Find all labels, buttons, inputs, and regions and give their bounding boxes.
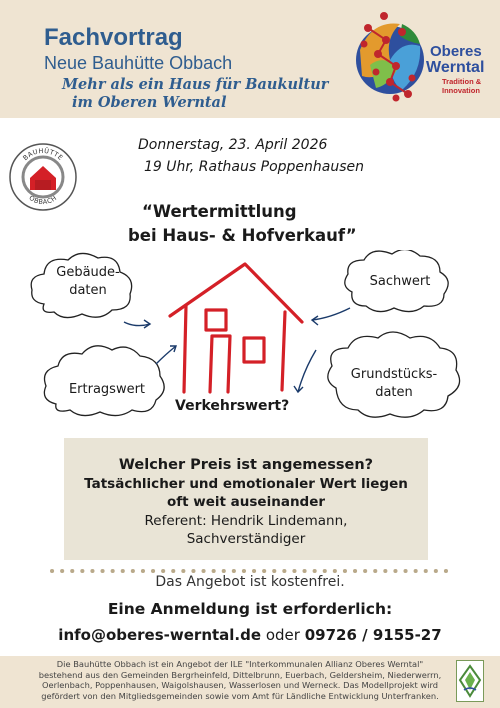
event-time-place: 19 Uhr, Rathaus Poppenhausen: [144, 159, 364, 175]
contact-or: oder: [265, 626, 300, 644]
footer-line-4: gefördert von den Mitgliedsgemeinden sowie vom Amt für Ländliche Entwicklung Unterfranken.: [41, 690, 439, 701]
footer-line-2: bestehend aus den Gemeinden Bergrheinfeld, Dittelbrunn, Euerbach, Geldersheim, Niederwerrn,: [38, 669, 442, 680]
footer-line-1: Die Bauhütte Obbach ist ein Angebot der ILE "Interkommunalen Allianz Oberes Werntal": [56, 659, 424, 669]
cloud1-line-2: daten: [69, 283, 107, 298]
tagline-line-2: im Oberen Werntal: [72, 94, 227, 111]
cloud-label-grundstuecksdaten: [332, 366, 456, 402]
question-box: [64, 438, 428, 560]
ale-logo-icon: [456, 660, 484, 702]
cloud-label-gebaeudedaten: [48, 264, 128, 300]
tagline: [62, 76, 342, 112]
event-date: Donnerstag, 23. April 2026: [138, 137, 328, 153]
cloud-label-sachwert: Sachwert: [369, 274, 431, 289]
cloud-label-ertragswert: Ertragswert: [68, 382, 146, 397]
bauhuette-obbach-logo: [8, 142, 78, 212]
cloud4-line-2: daten: [375, 385, 413, 400]
page-title: Fachvortrag: [44, 24, 183, 51]
tagline-line-1: Mehr als ein Haus für Baukultur: [62, 76, 329, 93]
speaker-line-1: Referent: Hendrik Lindemann,: [144, 513, 348, 529]
oberes-werntal-logo: [350, 10, 490, 110]
statement-line-1: Tatsächlicher und emotionaler Wert liegen: [84, 476, 408, 492]
event-date-block: [138, 134, 364, 178]
contact-line: [0, 626, 500, 644]
page-subtitle: Neue Bauhütte Obbach: [44, 53, 233, 73]
verkehrswert-label: Verkehrswert?: [175, 398, 290, 414]
speaker-line-2: Sachverständiger: [186, 531, 306, 547]
contact-email[interactable]: info@oberes-werntal.de: [58, 626, 262, 644]
logo-ow-line3: Tradition &: [442, 77, 482, 86]
logo-bh-bottom: OBBACH: [27, 193, 59, 207]
footer-line-3: Oerlenbach, Poppenhausen, Waigolshausen, Wasserlosen und Werneck. Das Modellprojekt wird: [41, 680, 439, 691]
lecture-title: [128, 200, 357, 248]
logo-ow-line1: Oberes: [430, 43, 482, 60]
cloud4-line-1: Grundstücks-: [350, 367, 438, 382]
lecture-title-line-1: “Wertermittlung: [142, 202, 297, 221]
logo-ow-line2: Werntal: [426, 59, 485, 76]
statement-line-2: oft weit auseinander: [166, 494, 326, 510]
lecture-title-line-2: bei Haus- & Hofverkauf”: [128, 226, 357, 245]
contact-phone[interactable]: 09726 / 9155-27: [304, 626, 442, 644]
cloud1-line-1: Gebäude-: [56, 265, 120, 280]
free-notice: Das Angebot ist kostenfrei.: [155, 574, 345, 590]
footer-text: [30, 659, 450, 701]
registration-notice: Eine Anmeldung ist erforderlich:: [107, 600, 393, 618]
question-text: Welcher Preis ist angemessen?: [118, 457, 374, 473]
logo-ow-line4: Innovation: [442, 86, 480, 95]
logo-bh-top: BAUHÜTTE: [21, 146, 65, 163]
house-drawing: [170, 264, 302, 392]
